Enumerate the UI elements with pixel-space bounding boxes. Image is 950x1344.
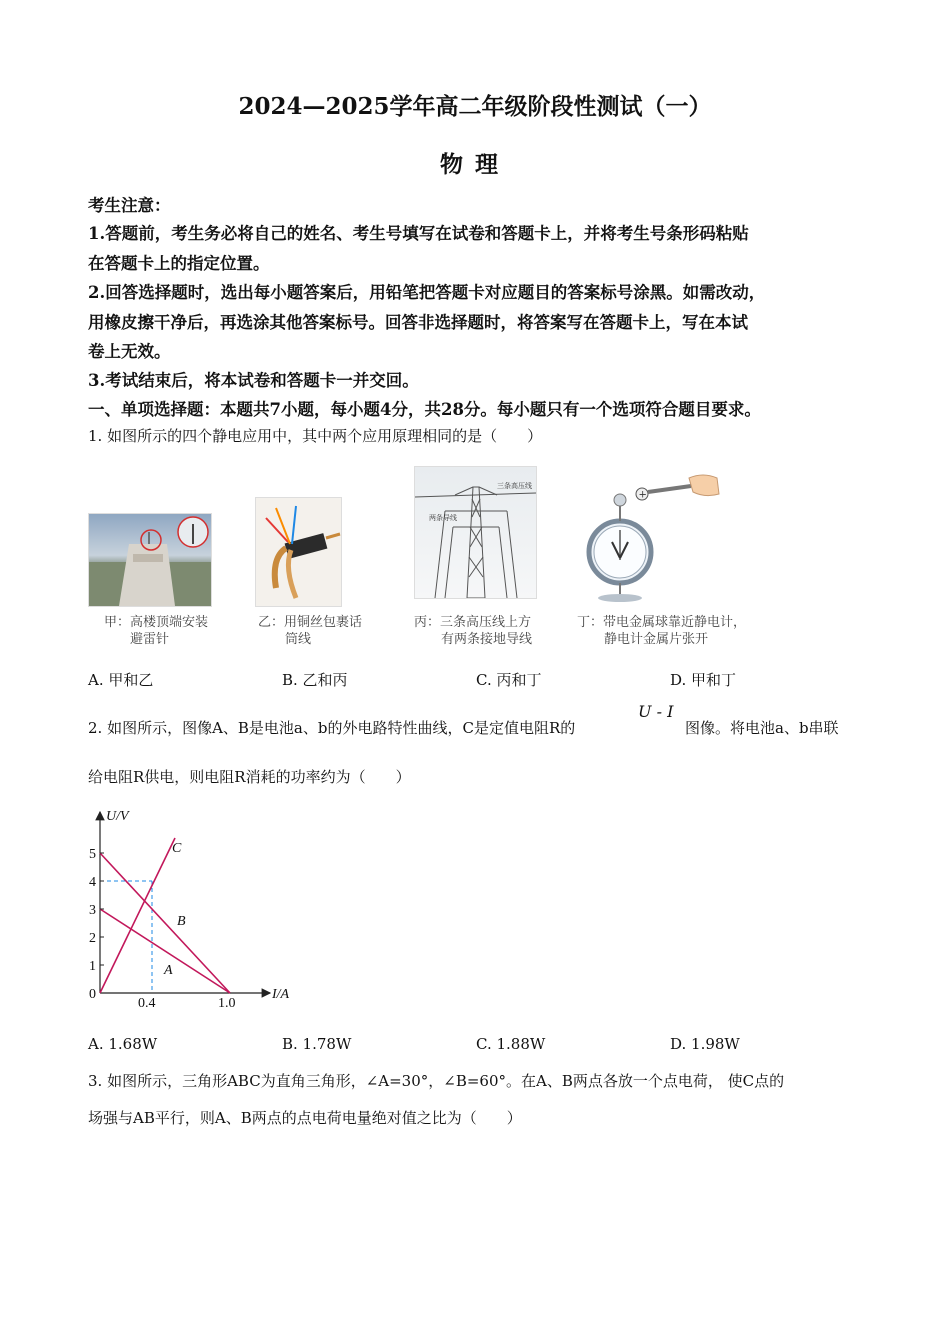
- y-tick-0: 0: [89, 987, 96, 1002]
- caption-b-line2: 筒线: [285, 632, 312, 647]
- caption-d-line2: 静电计金属片张开: [604, 632, 709, 647]
- q2-option-c[interactable]: C. 1.88W: [476, 1035, 546, 1053]
- q2-stem-line1: 2. 如图所示，图像A、B是电池a、b的外电路特性曲线，C是定值电阻R的: [88, 719, 576, 737]
- y-tick-2: 2: [89, 931, 96, 946]
- notice-heading: 考生注意：: [88, 196, 171, 215]
- q1-stem: 1. 如图所示的四个静电应用中，其中两个应用原理相同的是（ ）: [88, 427, 543, 445]
- subject-title: 物理: [440, 151, 510, 178]
- q2-option-b[interactable]: B. 1.78W: [282, 1035, 352, 1053]
- x-tick-0-4: 0.4: [138, 996, 156, 1011]
- curve-c-label: C: [172, 841, 182, 856]
- electroscope-diagram: [585, 470, 725, 610]
- power-tower-photo: [414, 466, 537, 599]
- x-tick-1-0: 1.0: [218, 996, 236, 1011]
- exam-title: 2024—2025学年高二年级阶段性测试（一）: [238, 93, 712, 120]
- q1-option-a[interactable]: A. 甲和乙: [88, 671, 154, 689]
- q2-option-d[interactable]: D. 1.98W: [670, 1035, 740, 1053]
- y-tick-1: 1: [89, 959, 96, 974]
- y-axis-label: U/V: [106, 809, 129, 824]
- q1-option-d[interactable]: D. 甲和丁: [670, 671, 737, 689]
- q2-ui-label: U - I: [638, 702, 674, 721]
- photo-label-three-lines: 三条高压线: [497, 482, 532, 490]
- q2-stem-line1-tail: 图像。将电池a、b串联: [685, 719, 839, 737]
- photo-label-two-wires: 两条导线: [429, 514, 457, 522]
- notice-item1-line2: 在答题卡上的指定位置。: [88, 254, 270, 273]
- curve-b-label: B: [177, 914, 186, 929]
- q3-stem-line1: 3. 如图所示，三角形ABC为直角三角形，∠A=30°，∠B=60°。在A、B两点各放一个点电荷， 使C点的: [88, 1072, 785, 1090]
- notice-item1-line1: 1.答题前，考生务必将自己的姓名、考生号填写在试卷和答题卡上，并将考生号条形码粘贴: [88, 224, 749, 243]
- shielded-cable-photo: [255, 497, 342, 607]
- curve-a-label: A: [164, 963, 173, 978]
- caption-c-line2: 有两条接地导线: [441, 632, 533, 647]
- caption-c-line1: 丙：三条高压线上方: [414, 615, 532, 630]
- lightning-rod-photo: [88, 513, 212, 607]
- notice-item2-line2: 用橡皮擦干净后，再选涂其他答案标号。回答非选择题时，将答案写在答题卡上，写在本试: [88, 313, 748, 332]
- q2-option-a[interactable]: A. 1.68W: [88, 1035, 158, 1053]
- caption-b-line1: 乙：用铜丝包裹话: [258, 615, 363, 630]
- q1-option-c[interactable]: C. 丙和丁: [476, 671, 542, 689]
- q2-stem-line2: 给电阻R供电，则电阻R消耗的功率约为（ ）: [88, 768, 411, 786]
- notice-item2-line1: 2.回答选择题时，选出每小题答案后，用铅笔把答题卡对应题目的答案标号涂黑。如需改动，: [88, 283, 766, 302]
- y-tick-4: 4: [89, 875, 96, 890]
- y-tick-3: 3: [89, 903, 96, 918]
- caption-a-line1: 甲：高楼顶端安装: [104, 615, 209, 630]
- ui-graph: [80, 800, 310, 1018]
- svg-text:+: +: [638, 489, 647, 501]
- caption-d-line1: 丁：带电金属球靠近静电计，: [577, 615, 747, 630]
- section1-heading: 一、单项选择题：本题共7小题，每小题4分，共28分。每小题只有一个选项符合题目要求。: [88, 400, 761, 419]
- notice-item3: 3.考试结束后，将本试卷和答题卡一并交回。: [88, 371, 419, 390]
- q3-stem-line2: 场强与AB平行，则A、B两点的点电荷电量绝对值之比为（ ）: [88, 1109, 522, 1127]
- q1-option-b[interactable]: B. 乙和丙: [282, 671, 348, 689]
- y-tick-5: 5: [89, 847, 96, 862]
- x-axis-label: I/A: [272, 987, 290, 1002]
- caption-a-line2: 避雷针: [130, 632, 170, 647]
- notice-item2-line3: 卷上无效。: [88, 342, 171, 361]
